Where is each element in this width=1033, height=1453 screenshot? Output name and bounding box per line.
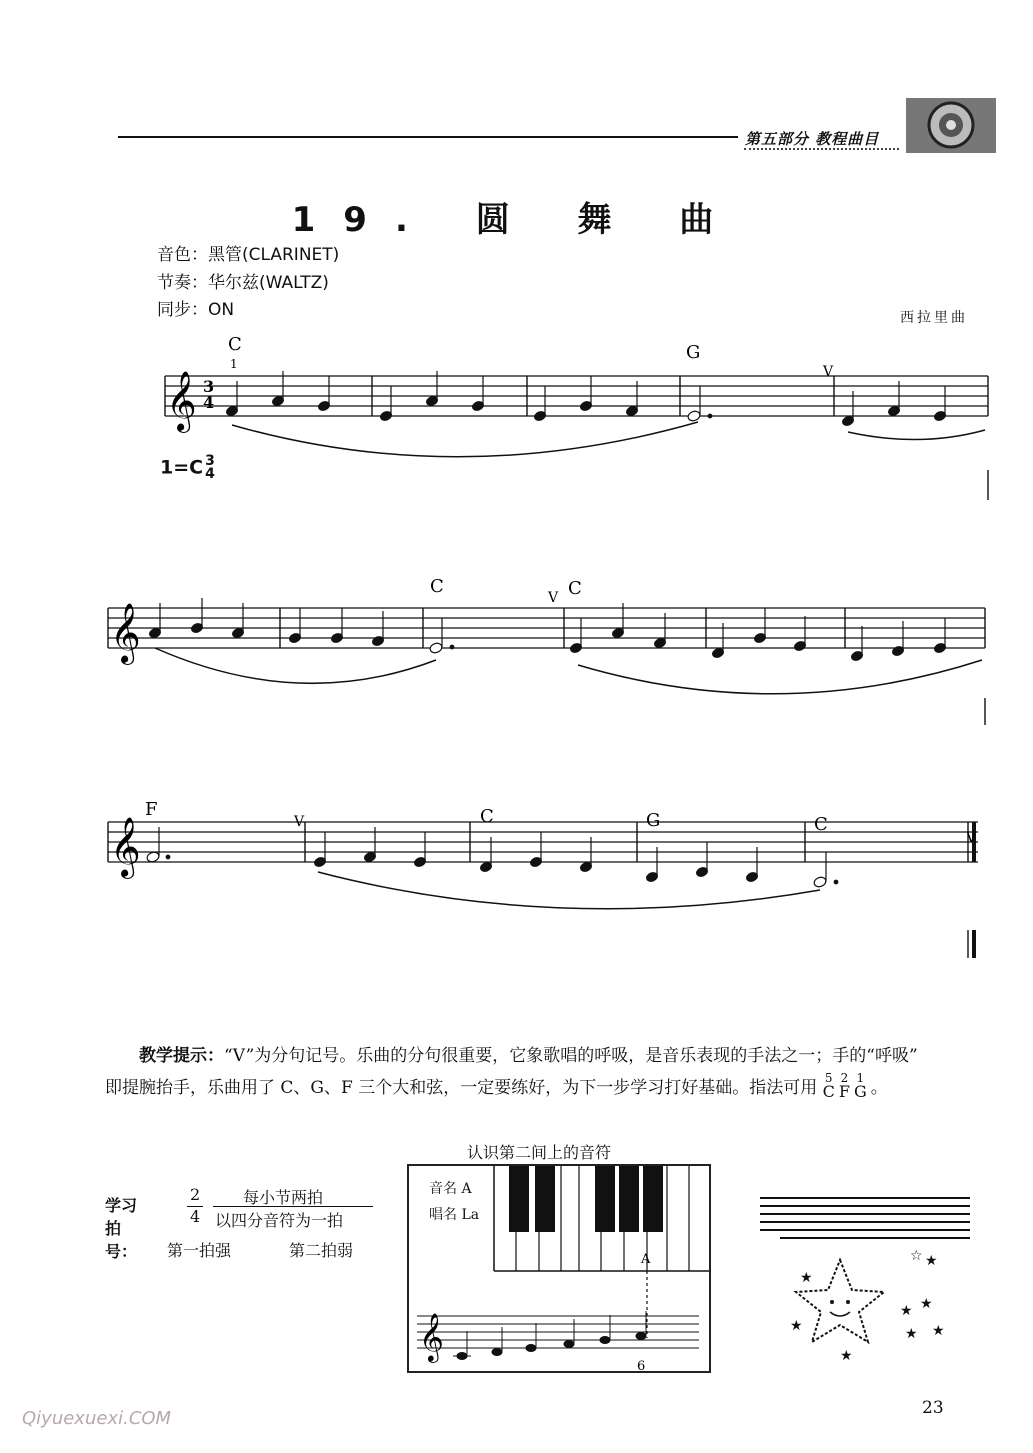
chord-g: G — [646, 810, 661, 831]
slur — [318, 872, 820, 909]
notes-line-1 — [225, 371, 946, 427]
beat-weak: 第二拍弱 — [289, 1241, 354, 1260]
finger: 2 — [840, 1071, 849, 1085]
chord: G — [853, 1082, 867, 1101]
page-title: 19. 圆 舞 曲 — [291, 200, 742, 240]
svg-text:★: ★ — [925, 1253, 938, 1269]
finger: 5 — [824, 1071, 833, 1085]
tips-text-2: 即提腕抬手，乐曲用了 C、G、F 三个大和弦，一定要练好，为下一步学习打好基础。指法可用 — [105, 1078, 818, 1098]
svg-text:★: ★ — [905, 1326, 918, 1342]
page-number: 23 — [922, 1398, 944, 1418]
treble-clef: 𝄞 — [110, 603, 141, 663]
meter-line-1: 每小节两拍 — [243, 1188, 324, 1207]
staff-line-3 — [108, 822, 978, 862]
fingering-c — [822, 1071, 835, 1101]
time-sig-den: 4 — [203, 393, 215, 412]
svg-text:★: ★ — [932, 1323, 945, 1339]
meter-line-2: 以四分音符为一拍 — [215, 1211, 344, 1230]
treble-clef: 𝄞 — [419, 1312, 444, 1361]
breath-mark: V — [294, 814, 305, 830]
chord-g: G — [686, 342, 701, 363]
time-sig-num: 3 — [203, 377, 215, 396]
composer: 西拉里曲 — [900, 310, 968, 326]
chord-c: C — [814, 814, 828, 835]
beat-strong: 第一拍强 — [167, 1241, 232, 1260]
svg-text:★: ★ — [790, 1318, 803, 1334]
teaching-tips — [105, 1040, 985, 1104]
svg-text:★: ★ — [840, 1348, 853, 1364]
staff-line-1 — [165, 376, 988, 416]
rhythm-label: 节奏：华尔兹(WALTZ) — [157, 273, 329, 293]
tips-label: 教学提示： — [139, 1046, 224, 1066]
chord-c: C — [568, 578, 582, 599]
chord-c: C — [430, 576, 444, 597]
meter-num: 2 — [190, 1185, 201, 1204]
keyboard-title: 认识第二间上的音符 — [467, 1143, 612, 1162]
key-den: 4 — [205, 466, 215, 482]
finger-number: 1 — [230, 357, 238, 371]
chord-f: F — [145, 799, 158, 820]
svg-text:★: ★ — [900, 1303, 913, 1319]
star-illustration — [760, 1190, 975, 1370]
tips-end: 。 — [870, 1078, 888, 1098]
slur — [232, 422, 698, 457]
sync-label: 同步：ON — [157, 300, 235, 320]
chord-c: C — [228, 334, 242, 355]
breath-mark: V — [966, 830, 977, 846]
key-a-label: A — [641, 1252, 651, 1267]
svg-text:★: ★ — [920, 1296, 933, 1312]
treble-clef: 𝄞 — [166, 371, 197, 431]
treble-clef: 𝄞 — [110, 817, 141, 877]
note-name: 音名 A — [429, 1181, 472, 1197]
piano-keys — [409, 1166, 709, 1371]
fingering-f — [838, 1071, 850, 1101]
svg-text:☆: ☆ — [910, 1248, 923, 1264]
finger: 1 — [856, 1071, 865, 1085]
slur — [155, 648, 436, 683]
svg-text:★: ★ — [800, 1270, 813, 1286]
chord-c: C — [480, 806, 494, 827]
keyboard-diagram — [407, 1164, 711, 1373]
meter-label: 学习拍号： — [105, 1196, 138, 1261]
chord: F — [838, 1082, 850, 1101]
mini-staff — [417, 1316, 699, 1348]
chord: C — [822, 1082, 835, 1101]
section-header: 第五部分 教程曲目 — [745, 130, 880, 148]
sing-name: 唱名 La — [429, 1207, 480, 1223]
solfege-number: 6 — [637, 1359, 646, 1371]
meter-rule — [213, 1206, 373, 1207]
key-num: 3 — [205, 453, 215, 469]
breath-mark: V — [548, 590, 559, 606]
slur — [578, 660, 982, 694]
tips-text-1: “V”为分句记号。乐曲的分句很重要，它象歌唱的呼吸，是音乐表现的手法之一；手的“呼吸” — [224, 1046, 918, 1066]
slur — [848, 430, 985, 440]
meter-den: 4 — [190, 1207, 201, 1226]
staff-line-2 — [108, 608, 985, 648]
fingering-g — [853, 1071, 867, 1101]
notes-line-3 — [146, 827, 838, 888]
breath-mark: V — [823, 364, 834, 380]
key-label: 1=C — [160, 456, 204, 479]
timbre-label: 音色：黑管(CLARINET) — [157, 245, 340, 265]
watermark: Qiyuexuexi.COM — [22, 1408, 172, 1429]
